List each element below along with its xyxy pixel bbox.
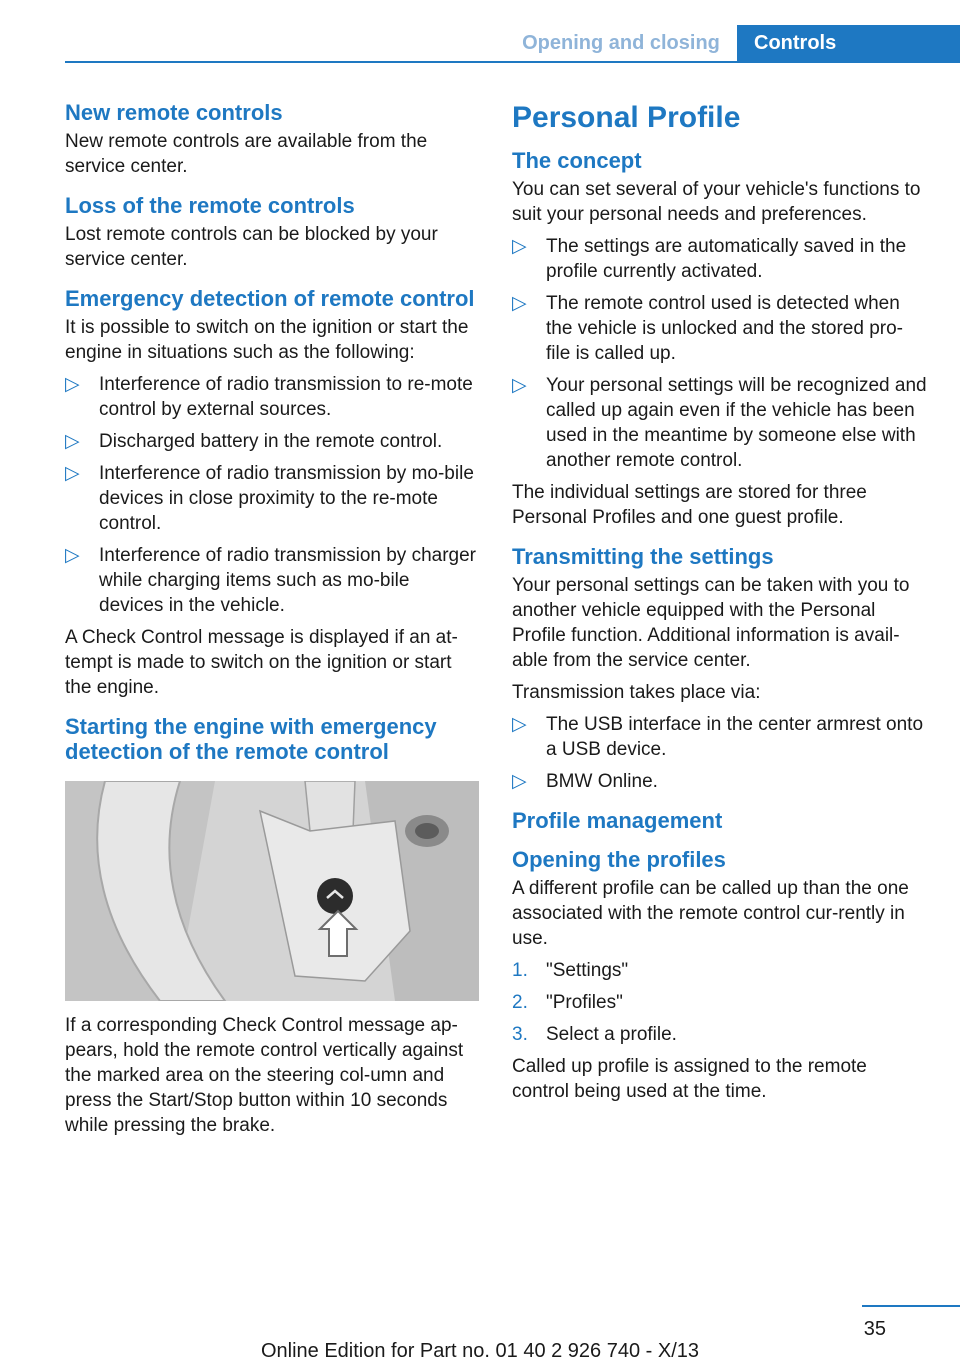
triangle-bullet-icon: ▷ bbox=[65, 374, 80, 395]
section-heading: Transmitting the settings bbox=[512, 544, 774, 569]
list-item-text: Interference of radio transmission by charger while charging items such as mo‐bile devices in the vehicle. bbox=[99, 545, 477, 616]
list-item bbox=[512, 234, 927, 284]
page-title: Personal Profile bbox=[512, 101, 741, 134]
list-item bbox=[512, 712, 927, 762]
triangle-bullet-icon: ▷ bbox=[512, 771, 527, 792]
paragraph: You can set several of your vehicle's functions to suit your personal needs and preferences. bbox=[512, 179, 921, 225]
list-item-text: "Settings" bbox=[546, 960, 629, 981]
section-heading: The concept bbox=[512, 148, 642, 173]
paragraph: It is possible to switch on the ignition or start the engine in situations such as the following: bbox=[65, 317, 469, 363]
paragraph: A Check Control message is displayed if an at‐tempt is made to switch on the ignition or start the engine. bbox=[65, 627, 458, 698]
list-item-text: Interference of radio transmission to re‐mote control by external sources. bbox=[99, 374, 473, 420]
triangle-bullet-icon: ▷ bbox=[512, 236, 527, 257]
page-number: 35 bbox=[863, 1318, 886, 1340]
list-item bbox=[512, 958, 927, 983]
list-item-text: Interference of radio transmission by mo‐bile devices in close proximity to the re‐mote control. bbox=[99, 463, 474, 534]
section-loss-of-remote bbox=[65, 193, 479, 272]
header-rule bbox=[65, 61, 960, 63]
section-starting-engine bbox=[65, 714, 479, 1138]
list-item bbox=[512, 769, 927, 794]
triangle-bullet-icon: ▷ bbox=[512, 375, 527, 396]
step-number: 1. bbox=[512, 960, 528, 981]
bullet-list bbox=[512, 234, 927, 473]
step-number: 3. bbox=[512, 1024, 528, 1045]
paragraph: New remote controls are available from the service center. bbox=[65, 131, 428, 177]
triangle-bullet-icon: ▷ bbox=[65, 545, 80, 566]
numbered-list bbox=[512, 958, 927, 1047]
list-item-text: Select a profile. bbox=[546, 1024, 677, 1045]
section-new-remote-controls bbox=[65, 100, 479, 179]
list-item bbox=[512, 990, 927, 1015]
paragraph: Transmission takes place via: bbox=[512, 682, 761, 703]
section-opening-profiles bbox=[512, 847, 927, 1104]
paragraph: Lost remote controls can be blocked by your service center. bbox=[65, 224, 438, 270]
paragraph: Called up profile is assigned to the remote control being used at the time. bbox=[512, 1056, 867, 1102]
footer-rule bbox=[862, 1305, 960, 1307]
triangle-bullet-icon: ▷ bbox=[65, 431, 80, 452]
triangle-bullet-icon: ▷ bbox=[65, 463, 80, 484]
paragraph: If a corresponding Check Control message ap‐pears, hold the remote control vertically against the marked area on the steering col‐umn and press the Start/Stop button within 10 seconds while pressing the brake. bbox=[65, 1015, 464, 1136]
list-item bbox=[512, 291, 927, 366]
list-item bbox=[65, 429, 479, 454]
section-emergency-detection bbox=[65, 286, 479, 700]
list-item-text: Discharged battery in the remote control. bbox=[99, 431, 443, 452]
section-the-concept bbox=[512, 148, 927, 530]
list-item bbox=[65, 461, 479, 536]
footer-edition: Online Edition for Part no. 01 40 2 926 740 - X/13 bbox=[260, 1340, 700, 1362]
left-column bbox=[65, 100, 479, 1145]
list-item-text: "Profiles" bbox=[546, 992, 623, 1013]
list-item-text: BMW Online. bbox=[546, 771, 658, 792]
section-heading: Starting the engine with emergency detection of the remote control bbox=[65, 714, 437, 764]
triangle-bullet-icon: ▷ bbox=[512, 714, 527, 735]
section-heading: New remote controls bbox=[65, 100, 283, 125]
paragraph: Your personal settings can be taken with you to another vehicle equipped with the Personal Profile function. Additional information is avail‐able from the service center. bbox=[512, 575, 910, 671]
header-chapter-tab: Controls bbox=[737, 25, 960, 63]
list-item-text: The settings are automatically saved in the profile currently activated. bbox=[546, 236, 907, 282]
triangle-bullet-icon: ▷ bbox=[512, 293, 527, 314]
list-item-text: Your personal settings will be recognized and called up again even if the vehicle has been used in the meantime by someone else with another remote control. bbox=[546, 375, 927, 471]
list-item bbox=[65, 372, 479, 422]
bullet-list bbox=[65, 372, 479, 618]
list-item-text: The USB interface in the center armrest onto a USB device. bbox=[546, 714, 924, 760]
list-item bbox=[65, 543, 479, 618]
steering-column-illustration bbox=[65, 781, 479, 1001]
section-heading: Opening the profiles bbox=[512, 847, 726, 872]
right-column bbox=[512, 100, 927, 1111]
bullet-list bbox=[512, 712, 927, 794]
section-profile-management bbox=[512, 808, 927, 833]
paragraph: The individual settings are stored for three Personal Profiles and one guest profile. bbox=[512, 482, 867, 528]
section-heading: Profile management bbox=[512, 808, 723, 833]
paragraph: A different profile can be called up than the one associated with the remote control cur‐rently in use. bbox=[512, 878, 909, 949]
header-section-label: Opening and closing bbox=[522, 32, 720, 54]
list-item-text: The remote control used is detected when the vehicle is unlocked and the stored pro‐file is called up. bbox=[546, 293, 903, 364]
section-transmitting bbox=[512, 544, 927, 794]
list-item bbox=[512, 1022, 927, 1047]
list-item bbox=[512, 373, 927, 473]
step-number: 2. bbox=[512, 992, 528, 1013]
section-heading: Emergency detection of remote control bbox=[65, 286, 475, 311]
section-heading: Loss of the remote controls bbox=[65, 193, 355, 218]
